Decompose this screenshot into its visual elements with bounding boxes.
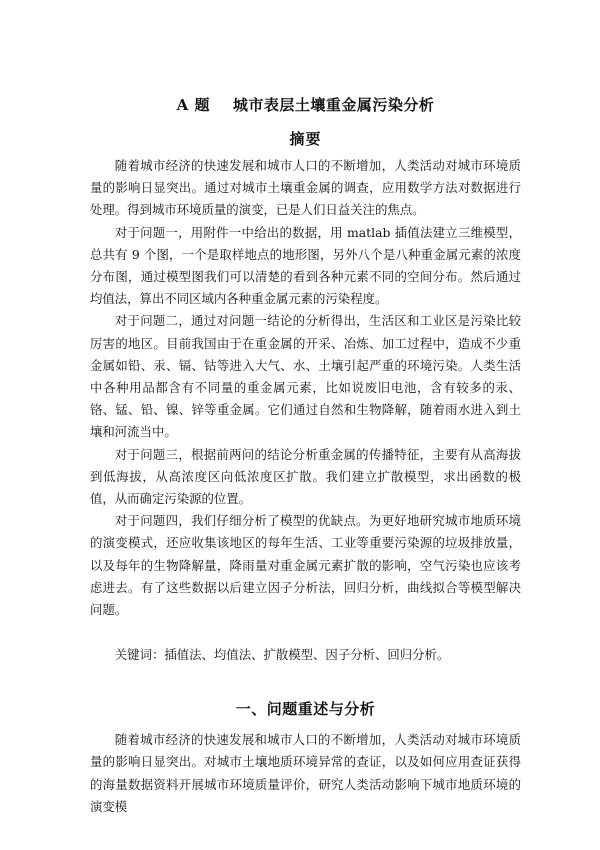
keywords: 关键词：插值法、均值法、扩散模型、因子分析、回归分析。 [114,647,450,663]
abstract-paragraph: 对于问题三，根据前两问的结论分析重金属的传播特征，主要有从高海拔到低海拔，从高浓度区向低浓度区扩散。我们建立扩散模型，求出函数的极值，从而确定污染源的位置。 [90,446,521,507]
abstract-paragraph: 对于问题一，用附件一中给出的数据，用 matlab 插值法建立三维模型，总共有 9 个图，一个是取样地点的地形图，另外八个是八种重金属元素的浓度分布图，通过模型图我们可以清楚的看到各种元素不同的空间分布。然后通过均值法，算出不同区域内各种重金属元素的污染程度。 [90,224,521,307]
section-heading: 一、问题重述与分析 [235,700,376,719]
abstract-paragraph: 对于问题二，通过对问题一结论的分析得出，生活区和工业区是污染比较厉害的地区。目前我国由于在重金属的开采、冶炼、加工过程中，造成不少重金属如铅、汞、镉、钴等进入大气、水、土壤引起严重的环境污染。人类生活中各种用品都含有不同量的重金属元素，比如说废旧电池，含有较多的汞、铬、锰、铅、镍、锌等重金属。它们通过自然和生物降解，随着雨水进入到土壤和河流当中。 [90,313,521,440]
paper-page [90,95,521,818]
section-paragraph: 随着城市经济的快速发展和城市人口的不断增加，人类活动对城市环境质量的影响日显突出。对城市土壤地质环境异常的查证，以及如何应用查证获得的海量数据资料开展城市环境质量评价，研究人类活动影响下城市地质环境的演变模 [90,732,521,814]
abstract-paragraph: 随着城市经济的快速发展和城市人口的不断增加，人类活动对城市环境质量的影响日显突出。通过对城市土壤重金属的调查，应用数学方法对数据进行处理。得到城市环境质量的演变，已是人们日益关注的焦点。 [90,158,521,218]
abstract-heading: 摘要 [289,130,322,148]
paper-title: A 题 城市表层土壤重金属污染分析 [176,96,435,114]
abstract-paragraph: 对于问题四，我们仔细分析了模型的优缺点。为更好地研究城市地质环境的演变模式，还应收集该地区的每年生活、工业等重要污染源的垃圾排放量，以及每年的生物降解量，降雨量对重金属元素扩散的影响，空气污染也应该考虑进去。有了这些数据以后建立因子分析法，回归分析，曲线拟合等模型解决问题。 [90,513,521,618]
